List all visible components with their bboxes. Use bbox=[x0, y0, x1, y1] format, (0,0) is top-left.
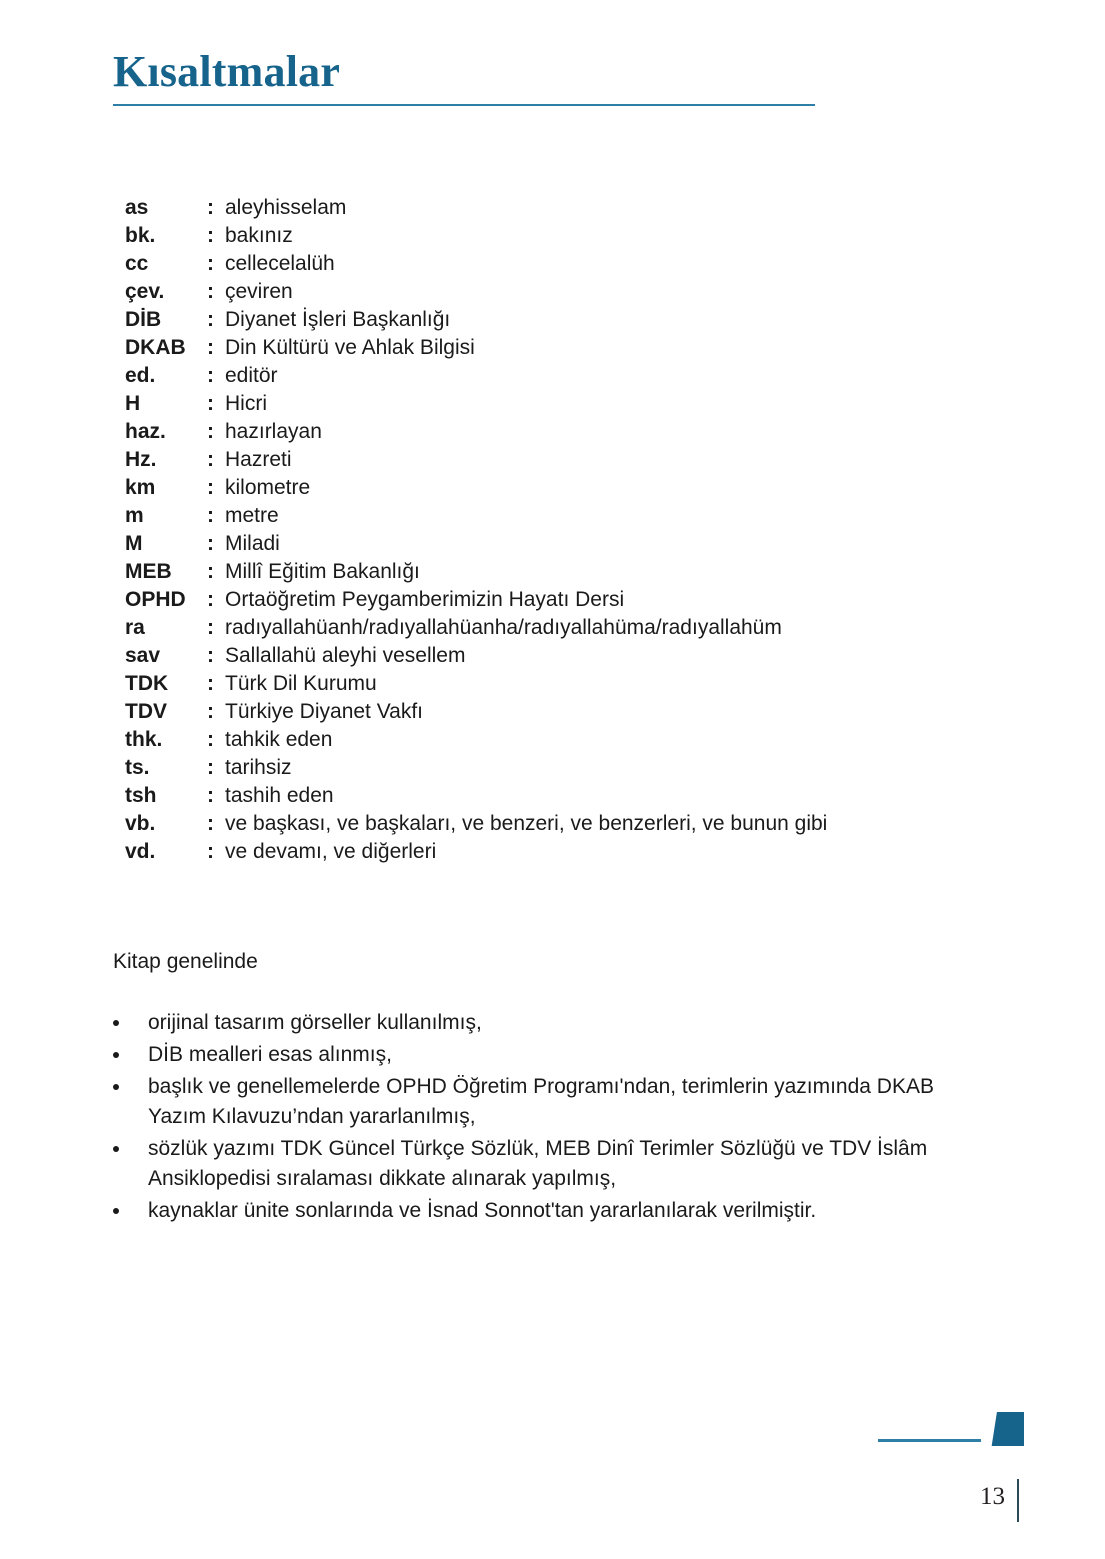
abbreviation-separator: : bbox=[207, 616, 214, 639]
abbreviation-row bbox=[125, 672, 1025, 700]
abbreviation-term: çev. bbox=[125, 280, 165, 303]
abbreviation-separator: : bbox=[207, 812, 214, 835]
abbreviation-separator: : bbox=[207, 532, 214, 555]
abbreviation-term: as bbox=[125, 196, 149, 219]
abbreviation-row bbox=[125, 616, 1025, 644]
abbreviation-term: ra bbox=[125, 616, 145, 639]
abbreviation-row bbox=[125, 308, 1025, 336]
abbreviation-separator: : bbox=[207, 728, 214, 751]
note-list-item-text: orijinal tasarım görseller kullanılmış, bbox=[148, 1011, 482, 1034]
abbreviation-separator: : bbox=[207, 280, 214, 303]
abbreviation-definition: aleyhisselam bbox=[225, 196, 347, 219]
abbreviation-term: ts. bbox=[125, 756, 150, 779]
abbreviation-term: ed. bbox=[125, 364, 156, 387]
abbreviation-row bbox=[125, 448, 1025, 476]
abbreviation-row bbox=[125, 504, 1025, 532]
abbreviation-separator: : bbox=[207, 224, 214, 247]
abbreviation-row bbox=[125, 812, 1025, 840]
abbreviation-definition: radıyallahüanh/radıyallahüanha/radıyallahüma/radıyallahüm bbox=[225, 616, 782, 639]
abbreviation-row bbox=[125, 420, 1025, 448]
abbreviation-row bbox=[125, 224, 1025, 252]
abbreviation-definition: Miladi bbox=[225, 532, 280, 555]
abbreviation-separator: : bbox=[207, 196, 214, 219]
abbreviation-row bbox=[125, 728, 1025, 756]
note-list-item bbox=[113, 1072, 993, 1132]
bullet-icon bbox=[113, 1208, 119, 1214]
note-list-item bbox=[113, 1008, 993, 1038]
abbreviation-separator: : bbox=[207, 364, 214, 387]
footer-trapezoid-decoration bbox=[991, 1412, 1024, 1446]
abbreviation-definition: tarihsiz bbox=[225, 756, 292, 779]
note-list-item-text: sözlük yazımı TDK Güncel Türkçe Sözlük, MEB Dinî Terimler Sözlüğü ve TDV İslâm Ansiklopedisi sıralaması dikkate alınarak yapılmış, bbox=[148, 1137, 928, 1190]
abbreviation-definition: metre bbox=[225, 504, 279, 527]
abbreviation-separator: : bbox=[207, 252, 214, 275]
abbreviation-row bbox=[125, 588, 1025, 616]
abbreviation-term: vd. bbox=[125, 840, 156, 863]
abbreviation-separator: : bbox=[207, 672, 214, 695]
notes-intro-label: Kitap genelinde bbox=[113, 950, 258, 973]
abbreviation-separator: : bbox=[207, 448, 214, 471]
abbreviation-row bbox=[125, 364, 1025, 392]
abbreviation-separator: : bbox=[207, 700, 214, 723]
abbreviation-definition: ve devamı, ve diğerleri bbox=[225, 840, 437, 863]
page-number-divider bbox=[1017, 1479, 1019, 1522]
abbreviation-separator: : bbox=[207, 840, 214, 863]
abbreviation-definition: Sallallahü aleyhi vesellem bbox=[225, 644, 466, 667]
abbreviation-separator: : bbox=[207, 476, 214, 499]
abbreviation-row bbox=[125, 280, 1025, 308]
abbreviation-row bbox=[125, 476, 1025, 504]
note-list-item bbox=[113, 1040, 993, 1070]
abbreviation-definition: editör bbox=[225, 364, 278, 387]
abbreviation-term: OPHD bbox=[125, 588, 186, 611]
bullet-icon bbox=[113, 1052, 119, 1058]
note-list-item-text: kaynaklar ünite sonlarında ve İsnad Sonnot'tan yararlanılarak verilmiştir. bbox=[148, 1199, 817, 1222]
abbreviation-term: H bbox=[125, 392, 141, 415]
abbreviation-separator: : bbox=[207, 784, 214, 807]
abbreviation-term: sav bbox=[125, 644, 161, 667]
abbreviation-definition: Türkiye Diyanet Vakfı bbox=[225, 700, 424, 723]
abbreviation-definition: bakınız bbox=[225, 224, 293, 247]
abbreviation-term: TDV bbox=[125, 700, 167, 723]
abbreviation-term: bk. bbox=[125, 224, 156, 247]
abbreviation-definition: ve başkası, ve başkaları, ve benzeri, ve benzerleri, ve bunun gibi bbox=[225, 812, 828, 835]
abbreviation-separator: : bbox=[207, 420, 214, 443]
abbreviation-definition: Hazreti bbox=[225, 448, 292, 471]
abbreviation-definition: Hicri bbox=[225, 392, 267, 415]
abbreviation-separator: : bbox=[207, 756, 214, 779]
abbreviation-definition: Din Kültürü ve Ahlak Bilgisi bbox=[225, 336, 475, 359]
notes-list bbox=[113, 1008, 993, 1228]
bullet-icon bbox=[113, 1084, 119, 1090]
note-list-item bbox=[113, 1196, 993, 1226]
abbreviation-term: M bbox=[125, 532, 143, 555]
abbreviation-term: Hz. bbox=[125, 448, 157, 471]
abbreviation-definition: hazırlayan bbox=[225, 420, 322, 443]
abbreviation-definition: tashih eden bbox=[225, 784, 334, 807]
abbreviation-row bbox=[125, 840, 1025, 868]
abbreviation-row bbox=[125, 336, 1025, 364]
page-number: 13 bbox=[980, 1483, 1005, 1510]
bullet-icon bbox=[113, 1020, 119, 1026]
abbreviation-row bbox=[125, 784, 1025, 812]
abbreviation-separator: : bbox=[207, 392, 214, 415]
abbreviation-row bbox=[125, 252, 1025, 280]
abbreviation-separator: : bbox=[207, 308, 214, 331]
abbreviation-row bbox=[125, 700, 1025, 728]
abbreviation-definition: tahkik eden bbox=[225, 728, 333, 751]
footer-rule bbox=[878, 1439, 981, 1442]
abbreviation-separator: : bbox=[207, 588, 214, 611]
abbreviation-row bbox=[125, 532, 1025, 560]
abbreviation-term: tsh bbox=[125, 784, 157, 807]
abbreviation-term: m bbox=[125, 504, 144, 527]
abbreviation-term: DKAB bbox=[125, 336, 186, 359]
abbreviation-separator: : bbox=[207, 644, 214, 667]
abbreviation-term: TDK bbox=[125, 672, 169, 695]
abbreviation-term: cc bbox=[125, 252, 149, 275]
abbreviation-term: haz. bbox=[125, 420, 166, 443]
abbreviation-row bbox=[125, 560, 1025, 588]
abbreviation-term: vb. bbox=[125, 812, 156, 835]
abbreviation-definition: Diyanet İşleri Başkanlığı bbox=[225, 308, 451, 331]
abbreviation-separator: : bbox=[207, 560, 214, 583]
abbreviation-definition: cellecelalüh bbox=[225, 252, 335, 275]
note-list-item-text: DİB mealleri esas alınmış, bbox=[148, 1043, 392, 1066]
abbreviation-term: thk. bbox=[125, 728, 163, 751]
abbreviation-separator: : bbox=[207, 504, 214, 527]
abbreviation-definition: kilometre bbox=[225, 476, 311, 499]
note-list-item bbox=[113, 1134, 993, 1194]
abbreviation-row bbox=[125, 196, 1025, 224]
abbreviation-separator: : bbox=[207, 336, 214, 359]
abbreviation-term: MEB bbox=[125, 560, 172, 583]
abbreviation-term: km bbox=[125, 476, 156, 499]
bullet-icon bbox=[113, 1146, 119, 1152]
note-list-item-text: başlık ve genellemelerde OPHD Öğretim Programı'ndan, terimlerin yazımında DKAB Yazım Kılavuzu’ndan yararlanılmış, bbox=[148, 1075, 934, 1128]
abbreviation-term: DİB bbox=[125, 308, 162, 331]
abbreviation-definition: Millî Eğitim Bakanlığı bbox=[225, 560, 420, 583]
abbreviation-definition: Ortaöğretim Peygamberimizin Hayatı Dersi bbox=[225, 588, 625, 611]
abbreviation-definition: Türk Dil Kurumu bbox=[225, 672, 377, 695]
title-divider bbox=[113, 104, 815, 106]
abbreviation-row bbox=[125, 644, 1025, 672]
abbreviation-row bbox=[125, 392, 1025, 420]
abbreviation-definition: çeviren bbox=[225, 280, 293, 303]
abbreviation-list bbox=[125, 196, 1025, 868]
page-header bbox=[113, 46, 815, 106]
page-title: Kısaltmalar bbox=[113, 47, 341, 96]
abbreviation-row bbox=[125, 756, 1025, 784]
